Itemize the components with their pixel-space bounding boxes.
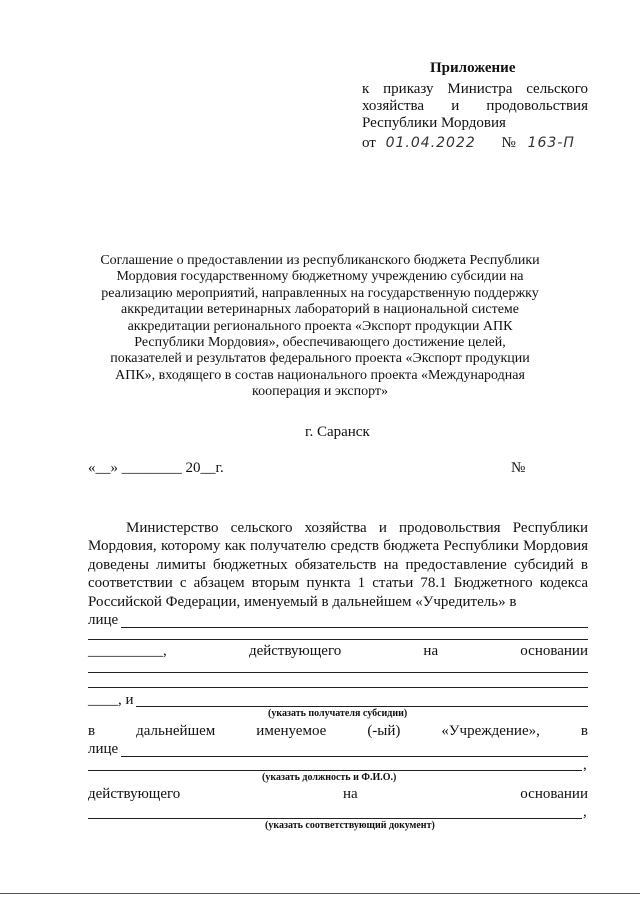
page-bottom-edge <box>0 893 640 894</box>
acting2-on: на <box>342 786 358 802</box>
face-label: лице <box>88 612 119 628</box>
appendix-word: сельского <box>526 81 588 97</box>
number-prefix: № <box>501 135 516 151</box>
handwritten-date: 01.04.2022 <box>385 135 476 151</box>
fill-line[interactable] <box>88 687 588 688</box>
agreement-number-sign: № <box>511 460 526 476</box>
appendix-word: приказу <box>383 81 434 97</box>
caption-document: (указать соответствующий документ) <box>265 820 435 831</box>
comma: , <box>583 757 587 773</box>
appendix-word: к <box>362 81 370 97</box>
further-word: в <box>580 723 588 739</box>
fill-line-recipient[interactable] <box>136 706 588 707</box>
appendix-word: Министра <box>447 81 513 97</box>
appendix-line-2 <box>362 97 588 115</box>
and-label: ____, и <box>88 692 134 708</box>
appendix-word: и <box>451 98 460 114</box>
acting-word: действующего <box>248 643 342 659</box>
acting-row-2 <box>88 785 588 803</box>
appendix-word: хозяйства <box>362 98 425 114</box>
intro-paragraph-text: Министерство сельского хозяйства и продовольствия Республики Мордовия, которому как получателю средств бюджета Республики Мордовия доведены лимиты бюджетных обязательств на предоставление субсидий в соответствии с абзацем вторым пункта 1 статьи 78.1 Бюджетного кодекса Российской Федерации, именуемый в дальнейшем «Учредитель» в <box>88 520 588 610</box>
further-word: именуемое <box>256 723 327 739</box>
order-date-line <box>362 134 575 152</box>
acting-on: на <box>423 643 439 659</box>
fill-line[interactable] <box>88 639 588 640</box>
fill-line[interactable] <box>88 672 588 673</box>
agreement-date-template: «__» ________ 20__г. <box>88 460 224 476</box>
fill-line-person[interactable] <box>121 627 588 628</box>
acting-blank: __________, <box>88 643 167 659</box>
acting2-basis: основании <box>520 786 588 802</box>
face-label-2: лице <box>88 741 119 757</box>
further-word: дальнейшем <box>136 723 216 739</box>
further-row <box>88 722 588 740</box>
appendix-word: продовольствия <box>486 98 588 114</box>
fill-line-document[interactable] <box>88 818 582 819</box>
further-word: «Учреждение», <box>441 723 540 739</box>
intro-paragraph <box>88 519 588 611</box>
agreement-title: Соглашение о предоставлении из республиканского бюджета Республики Мордовия государственному бюджетному учреждению субсидии на реализацию мероприятий, направленных на государственную поддержку аккредитации ветеринарных лабораторий в национальной системе аккредитации регионального проекта «Экспорт продукции АПК Республики Мордовия», обеспечивающего достижение целей, показателей и результатов федерального проекта «Экспорт продукции АПК», входящего в состав национального проекта «Международная кооперация и экспорт» <box>100 253 540 400</box>
fill-line-position[interactable] <box>121 756 588 757</box>
further-word: (-ый) <box>367 723 401 739</box>
appendix-line-3: Республики Мордовия <box>362 115 506 131</box>
fill-line[interactable] <box>88 770 582 771</box>
caption-position: (указать должность и Ф.И.О.) <box>262 772 397 783</box>
comma-2: , <box>583 804 587 820</box>
appendix-line-1 <box>362 80 588 98</box>
caption-recipient: (указать получателя субсидии) <box>268 708 408 719</box>
date-prefix: от <box>362 135 376 151</box>
appendix-title: Приложение <box>430 60 516 76</box>
city: г. Саранск <box>305 424 370 440</box>
acting-basis: основании <box>520 643 588 659</box>
further-word: в <box>88 723 96 739</box>
acting2-word: действующего <box>88 786 181 802</box>
acting-row <box>88 642 588 660</box>
handwritten-number: 163-П <box>527 135 575 151</box>
